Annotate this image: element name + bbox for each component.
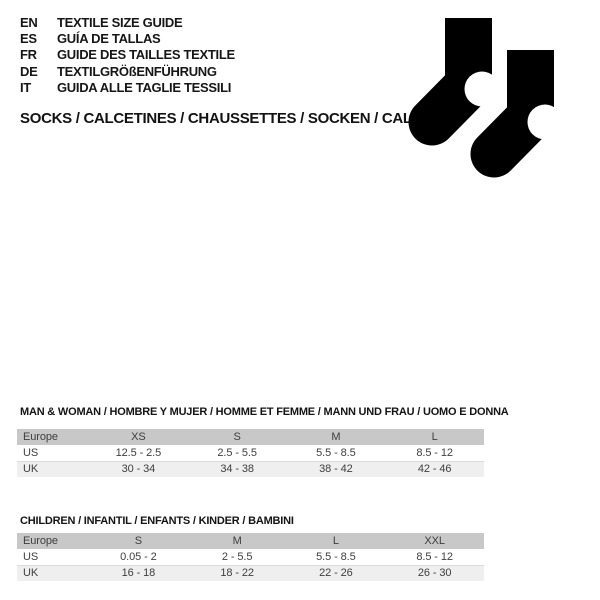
table-row-uk xyxy=(17,565,484,581)
language-code: EN xyxy=(20,14,38,30)
header-cell-size: L xyxy=(332,535,339,547)
size-value: 34 - 38 xyxy=(220,463,254,476)
row-label: US xyxy=(23,550,39,563)
table-row-us xyxy=(17,549,484,565)
socks-icon xyxy=(400,0,600,200)
size-value: 18 - 22 xyxy=(220,567,254,580)
header-cell-size: M xyxy=(331,431,341,443)
size-value: 5.5 - 8.5 xyxy=(316,446,356,459)
header-cell-size: XS xyxy=(131,431,146,443)
language-code: FR xyxy=(20,47,37,63)
row-label: US xyxy=(23,446,39,459)
children-size-table xyxy=(17,533,484,581)
header-cell-size: S xyxy=(134,535,142,547)
size-value: 8.5 - 12 xyxy=(416,446,453,459)
language-row-de xyxy=(20,63,235,79)
language-code: DE xyxy=(20,63,38,79)
size-value: 26 - 30 xyxy=(417,567,452,580)
row-label: UK xyxy=(23,463,39,476)
table-row-us xyxy=(17,445,484,461)
row-label: UK xyxy=(23,567,39,580)
sock-front xyxy=(494,50,563,154)
language-label: GUÍA DE TALLAS xyxy=(57,30,161,46)
table-row-uk xyxy=(17,461,484,477)
table-header-row xyxy=(17,533,484,549)
size-value: 30 - 34 xyxy=(121,463,156,476)
language-row-es xyxy=(20,30,235,46)
size-value: 5.5 - 8.5 xyxy=(316,550,356,563)
header-cell-region: Europe xyxy=(23,431,58,443)
header-cell-size: S xyxy=(233,431,241,443)
language-code: IT xyxy=(20,79,31,95)
table-header-row xyxy=(17,429,484,445)
language-list xyxy=(20,14,235,95)
table-title-adults: MAN & WOMAN / HOMBRE Y MUJER / HOMME ET FEMME / MANN UND FRAU / UOMO E DONNA xyxy=(20,406,509,418)
header-cell-size: M xyxy=(232,535,242,547)
language-label: GUIDE DES TAILLES TEXTILE xyxy=(57,47,235,63)
size-value: 22 - 26 xyxy=(319,567,353,580)
language-row-it xyxy=(20,79,235,95)
adults-size-table xyxy=(17,429,484,477)
header-cell-size: XXL xyxy=(424,535,445,547)
size-value: 0.05 - 2 xyxy=(120,550,157,563)
size-value: 38 - 42 xyxy=(319,463,353,476)
language-label: TEXTILE SIZE GUIDE xyxy=(57,14,183,30)
size-table-children xyxy=(17,515,484,581)
sock-back xyxy=(432,18,500,122)
size-value: 12.5 - 2.5 xyxy=(115,446,162,459)
category-heading: SOCKS / CALCETINES / CHAUSSETTES / SOCKEN / CALZINI xyxy=(20,110,439,127)
size-value: 16 - 18 xyxy=(121,567,156,580)
header-cell-size: L xyxy=(431,431,438,443)
size-table-adults xyxy=(17,405,509,477)
header-cell-region: Europe xyxy=(23,535,58,547)
size-value: 2.5 - 5.5 xyxy=(217,446,257,459)
language-label: GUIDA ALLE TAGLIE TESSILI xyxy=(57,79,232,95)
language-row-fr xyxy=(20,47,235,63)
language-row-en xyxy=(20,14,235,30)
size-value: 2 - 5.5 xyxy=(221,550,253,563)
table-title-children: CHILDREN / INFANTIL / ENFANTS / KINDER / BAMBINI xyxy=(20,515,294,527)
language-code: ES xyxy=(20,30,37,46)
language-label: TEXTILGRÖßENFÜHRUNG xyxy=(57,63,217,79)
size-value: 8.5 - 12 xyxy=(416,550,453,563)
size-value: 42 - 46 xyxy=(417,463,452,476)
